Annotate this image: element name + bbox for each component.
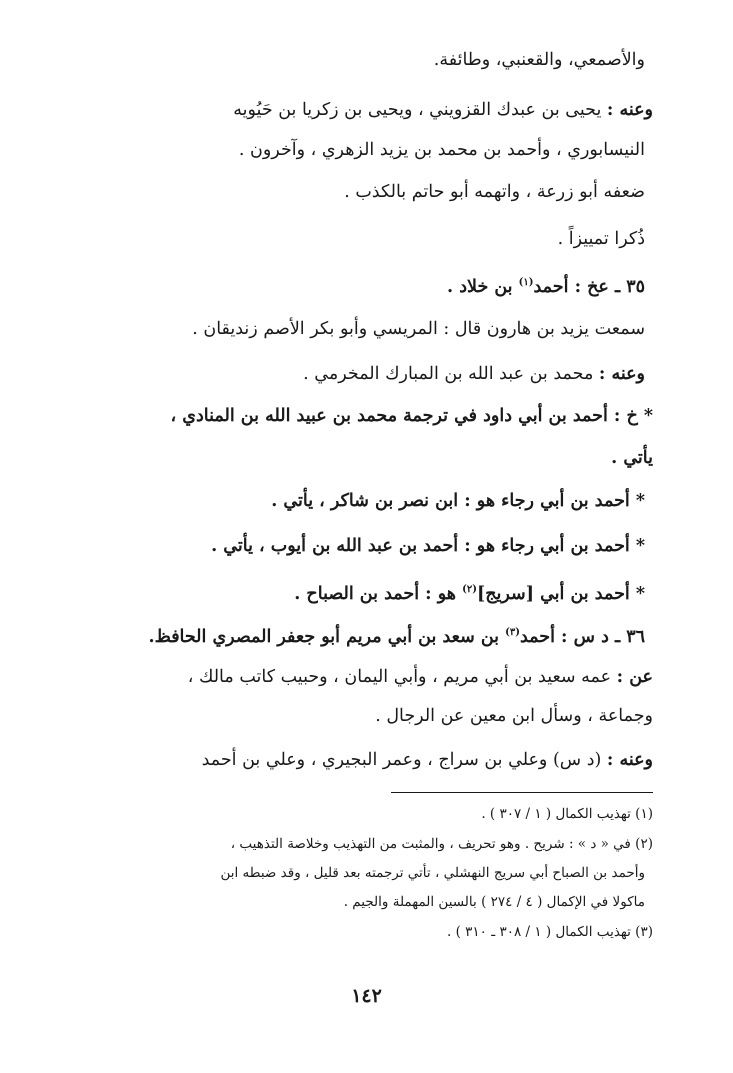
footnote-3: (٣) تهذيب الكمال ( ١ / ٣٠٨ ـ ٣١٠ ) . — [447, 924, 653, 940]
footnote-ref: (١) — [518, 277, 534, 288]
cross-ref-line: يأتي . — [611, 448, 653, 468]
entry-heading-36: ٣٦ ـ د س : أحمد$^{(٣)}$ بن سعد بن أبي مريم أبو جعفر المصري الحافظ. — [148, 626, 645, 647]
text-line: النيسابوري ، وأحمد بن محمد بن يزيد الزهري ، وآخرون . — [238, 140, 645, 160]
cross-ref-line: * خ : أحمد بن أبي داود في ترجمة محمد بن عبيد الله بن المنادي ، — [170, 406, 653, 426]
cross-ref-line: * أحمد بن أبي رجاء هو : أحمد بن عبد الله بن أيوب ، يأتي . — [211, 536, 645, 556]
entry-heading-35: ٣٥ ـ عخ : أحمد$^{(١)}$ بن خلاد . — [447, 276, 645, 297]
text-line: سمعت يزيد بن هارون قال : المريسي وأبو بكر الأصم زنديقان . — [192, 319, 645, 339]
text-line: والأصمعي، والقعنبي، وطائفة. — [433, 50, 645, 70]
footnote-ref: (٣) — [505, 627, 520, 638]
text-line: وعنه : يحيى بن عبدك القزويني ، ويحيى بن زكريا بن حَيُويه — [233, 100, 653, 120]
label-wa-anhu: وعنه : — [606, 100, 653, 120]
cross-ref-line: * أحمد بن أبي [سريج]$^{(٢)}$ هو : أحمد بن الصباح . — [294, 583, 645, 604]
label-wa-anhu: وعنه : — [598, 364, 645, 384]
text-line: وجماعة ، وسأل ابن معين عن الرجال . — [375, 706, 653, 726]
footnote-2-cont: ماكولا في الإكمال ( ٤ / ٢٧٤ ) بالسين المهملة والجيم . — [343, 894, 645, 910]
text-line: ضعفه أبو زرعة ، واتهمه أبو حاتم بالكذب . — [344, 182, 645, 202]
footnote-divider — [391, 792, 653, 793]
footnote-ref: (٢) — [462, 584, 477, 595]
label-wa-anhu: وعنه : — [606, 750, 653, 770]
label-an: عن : — [616, 667, 653, 687]
footnote-1: (١) تهذيب الكمال ( ١ / ٣٠٧ ) . — [481, 806, 653, 822]
text-line: ذُكرا تمييزاً . — [557, 229, 645, 249]
text-line: عن : عمه سعيد بن أبي مريم ، وأبي اليمان ، وحبيب كاتب مالك ، — [187, 667, 653, 687]
text-line: وعنه : محمد بن عبد الله بن المبارك المخرمي . — [303, 364, 645, 384]
page-number: ١٤٢ — [351, 985, 382, 1007]
text-line: وعنه : (د س) وعلي بن سراج ، وعمر البجيري ، وعلي بن أحمد — [201, 750, 653, 770]
footnote-2-cont: وأحمد بن الصباح أبي سريج النهشلي ، تأتي ترجمته بعد قليل ، وقد ضبطه ابن — [220, 865, 645, 881]
cross-ref-line: * أحمد بن أبي رجاء هو : ابن نصر بن شاكر ، يأتي . — [271, 491, 645, 511]
footnote-2: (٢) في « د » : شريح . وهو تحريف ، والمثبت من التهذيب وخلاصة التذهيب ، — [230, 836, 653, 852]
